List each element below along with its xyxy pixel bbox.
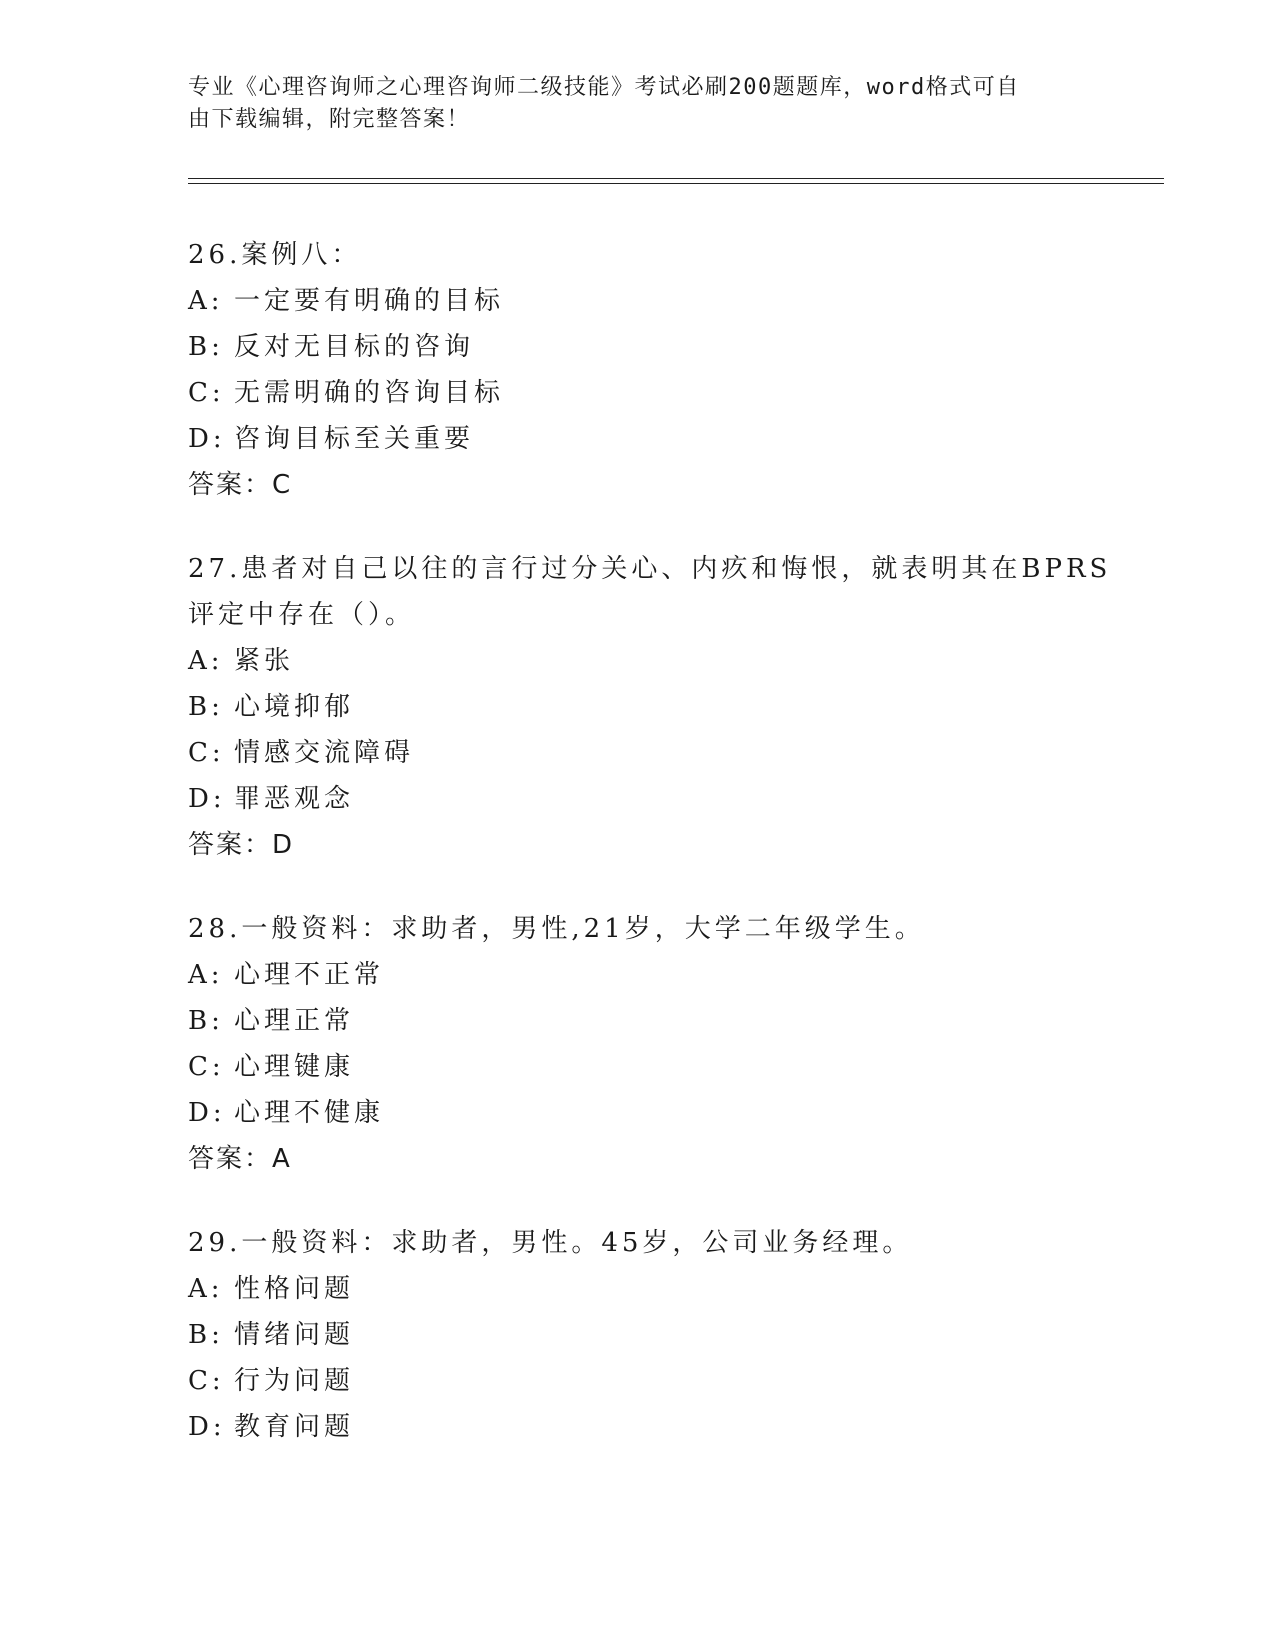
option-text: 心理不正常 [234,960,385,990]
option-d [188,1404,1068,1450]
option-a [188,952,1068,998]
question-26 [188,232,1068,508]
option-letter: C: [188,378,225,408]
option-text: 行为问题 [234,1366,355,1396]
document-header [188,72,1068,136]
option-b [188,998,1068,1044]
question-title: 29.一般资料：求助者，男性。45岁，公司业务经理。 [188,1228,913,1258]
option-text: 性格问题 [234,1274,355,1304]
option-letter: D: [188,784,226,814]
question-title-line-1: 27.患者对自己以往的言行过分关心、内疚和悔恨，就表明其在BPRS [188,554,1112,584]
option-text: 心境抑郁 [234,692,355,722]
question-29 [188,1220,1068,1450]
option-letter: A: [188,646,224,676]
option-letter: D: [188,1412,226,1442]
option-text: 心理正常 [234,1006,355,1036]
header-divider-top [188,178,1164,179]
option-text: 罪恶观念 [234,784,355,814]
option-letter: B: [188,692,224,722]
header-divider-bottom [188,183,1164,184]
option-a [188,278,1068,324]
option-letter: B: [188,1320,224,1350]
answer-line: 答案：D [188,830,295,860]
option-b [188,684,1068,730]
option-a [188,1266,1068,1312]
header-line-1: 专业《心理咨询师之心理咨询师二级技能》考试必刷200题题库，word格式可自 [188,75,1020,100]
option-d [188,416,1068,462]
answer-line: 答案：A [188,1144,292,1174]
option-b [188,1312,1068,1358]
question-27 [188,546,1112,868]
option-c [188,730,1068,776]
option-letter: A: [188,1274,224,1304]
option-c [188,1044,1068,1090]
option-text: 情绪问题 [234,1320,355,1350]
option-text: 咨询目标至关重要 [234,424,475,454]
option-letter: D: [188,1098,226,1128]
option-letter: C: [188,738,225,768]
option-letter: C: [188,1366,225,1396]
option-letter: B: [188,332,224,362]
option-letter: D: [188,424,226,454]
option-text: 心理不健康 [234,1098,385,1128]
option-text: 心理键康 [234,1052,355,1082]
option-letter: C: [188,1052,225,1082]
answer-line: 答案：C [188,470,293,500]
question-28 [188,906,1068,1182]
option-d [188,1090,1068,1136]
option-a [188,638,1068,684]
option-text: 一定要有明确的目标 [234,286,505,316]
option-c [188,370,1068,416]
option-d [188,776,1068,822]
question-title-line-2: 评定中存在（）。 [188,600,416,630]
option-text: 情感交流障碍 [234,738,415,768]
option-text: 紧张 [234,646,295,676]
option-b [188,324,1068,370]
option-c [188,1358,1068,1404]
option-letter: A: [188,286,224,316]
option-text: 教育问题 [234,1412,355,1442]
question-title: 28.一般资料：求助者，男性,21岁，大学二年级学生。 [188,914,925,944]
option-text: 无需明确的咨询目标 [234,378,505,408]
header-line-2: 由下载编辑，附完整答案！ [188,107,471,132]
option-text: 反对无目标的咨询 [234,332,475,362]
option-letter: A: [188,960,224,990]
question-title: 26.案例八： [188,240,362,270]
option-letter: B: [188,1006,224,1036]
